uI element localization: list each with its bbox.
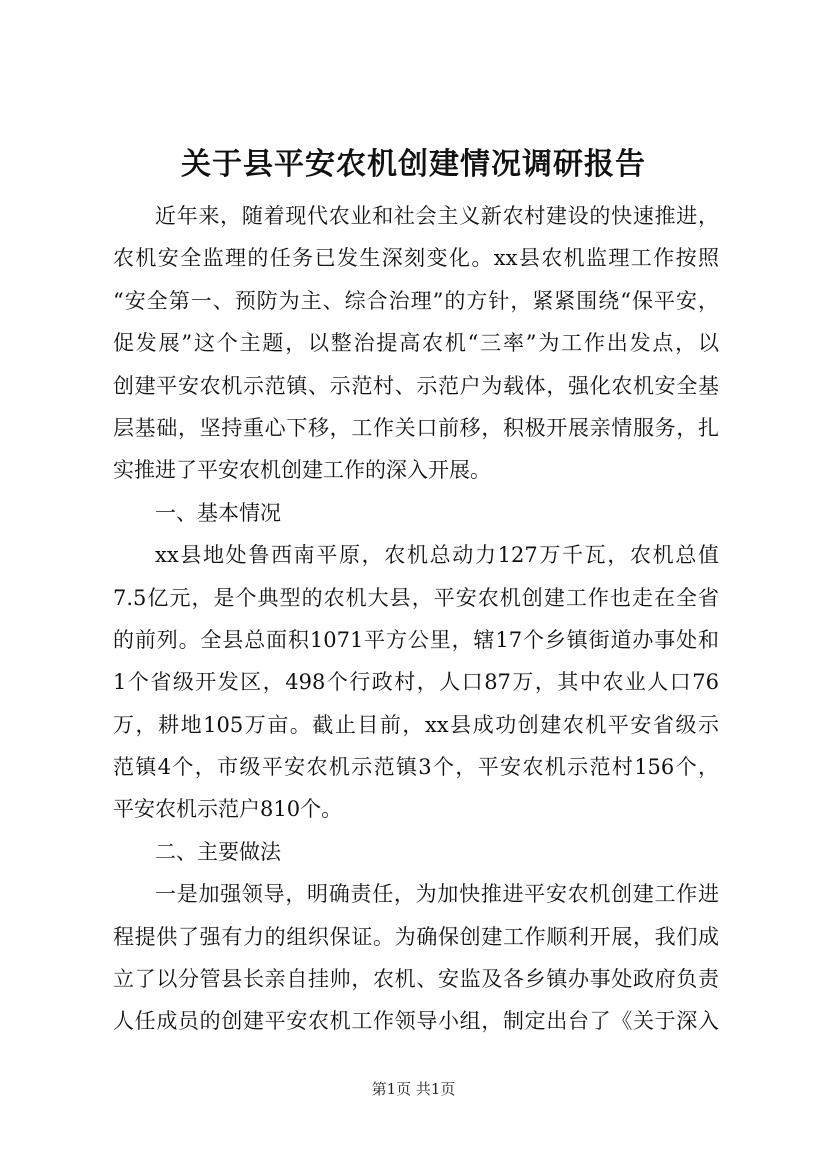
section-heading-main-practices: 二、主要做法	[155, 839, 281, 864]
page-footer: 第1页 共1页	[371, 1080, 456, 1098]
body-line: 程提供了强有力的组织保证。为确保创建工作顺利开展，我们成	[113, 924, 719, 949]
body-line: 1个省级开发区，498个行政村，人口87万，其中农业人口76	[113, 670, 719, 695]
body-line: 人任成员的创建平安农机工作领导小组，制定出台了《关于深入	[113, 1009, 719, 1034]
body-line: 层基础，坚持重心下移，工作关口前移，积极开展亲情服务，扎	[113, 415, 719, 440]
body-line: 一是加强领导，明确责任，为加快推进平安农机创建工作进	[155, 882, 719, 907]
body-line: 立了以分管县长亲自挂帅，农机、安监及各乡镇办事处政府负责	[113, 967, 719, 992]
body-line: 促发展”这个主题，以整治提高农机“三率”为工作出发点，以	[113, 331, 719, 356]
section-heading-basic-situation: 一、基本情况	[155, 500, 281, 525]
body-line: “安全第一、预防为主、综合治理”的方针，紧紧围绕“保平安，	[113, 288, 719, 313]
body-line: 农机安全监理的任务已发生深刻变化。xx县农机监理工作按照	[113, 246, 719, 271]
body-line: 万，耕地105万亩。截止目前，xx县成功创建农机平安省级示	[113, 712, 719, 737]
body-line: 创建平安农机示范镇、示范村、示范户为载体，强化农机安全基	[113, 373, 719, 398]
document-body	[113, 195, 719, 1043]
body-line: 近年来，随着现代农业和社会主义新农村建设的快速推进，	[155, 204, 719, 228]
body-line: 的前列。全县总面积1071平方公里，辖17个乡镇街道办事处和	[113, 627, 719, 652]
body-line: 范镇4个，市级平安农机示范镇3个，平安农机示范村156个，	[113, 755, 719, 780]
document-title: 关于县平安农机创建情况调研报告	[181, 147, 646, 182]
body-line: 平安农机示范户810个。	[113, 797, 343, 822]
body-line: 实推进了平安农机创建工作的深入开展。	[113, 458, 491, 483]
body-line: 7.5亿元，是个典型的农机大县，平安农机创建工作也走在全省	[113, 585, 719, 610]
body-line: xx县地处鲁西南平原，农机总动力127万千瓦，农机总值	[155, 543, 719, 568]
